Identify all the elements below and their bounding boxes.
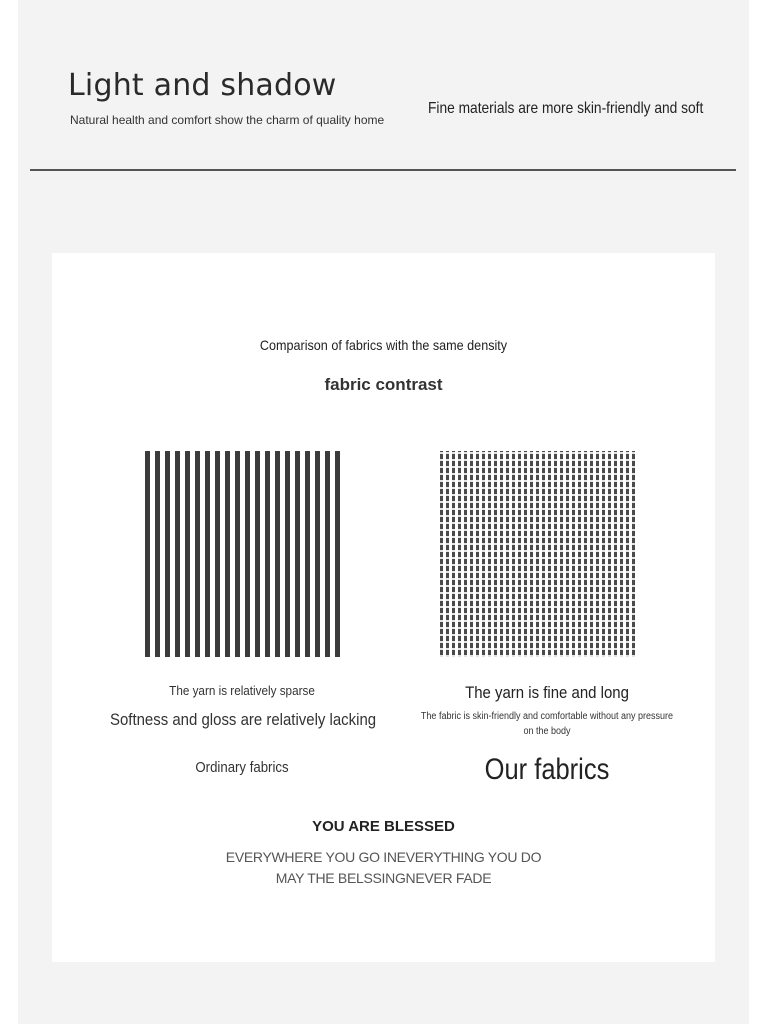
header-tagline: Fine materials are more skin-friendly and soft xyxy=(428,100,704,117)
header-divider xyxy=(30,169,736,171)
ordinary-yarn-text: The yarn is relatively sparse xyxy=(169,683,315,698)
fabric-comparison-card xyxy=(52,253,715,962)
blessing-line-1: EVERYWHERE YOU GO INEVERYTHING YOU DO xyxy=(225,849,542,865)
header-subtitle: Natural health and comfort show the charm of quality home xyxy=(70,113,385,127)
header-title: Light and shadow xyxy=(68,68,337,103)
ordinary-softness-text: Softness and gloss are relatively lacking xyxy=(110,710,377,729)
ordinary-fabrics-label: Ordinary fabrics xyxy=(195,759,289,776)
page-background xyxy=(18,0,749,1024)
our-yarn-text: The yarn is fine and long xyxy=(465,683,629,702)
our-fabric-description: The fabric is skin-friendly and comfortable without any pressure on the body xyxy=(420,711,674,737)
comparison-title: Comparison of fabrics with the same density xyxy=(259,337,508,353)
our-fabric-swatch xyxy=(440,451,636,657)
fabric-contrast-title: fabric contrast xyxy=(324,375,443,394)
blessing-line-2: MAY THE BELSSINGNEVER FADE xyxy=(275,870,492,886)
blessing-heading: YOU ARE BLESSED xyxy=(312,818,455,835)
ordinary-fabric-swatch xyxy=(145,451,341,657)
our-fabrics-label: Our fabrics xyxy=(484,753,610,786)
